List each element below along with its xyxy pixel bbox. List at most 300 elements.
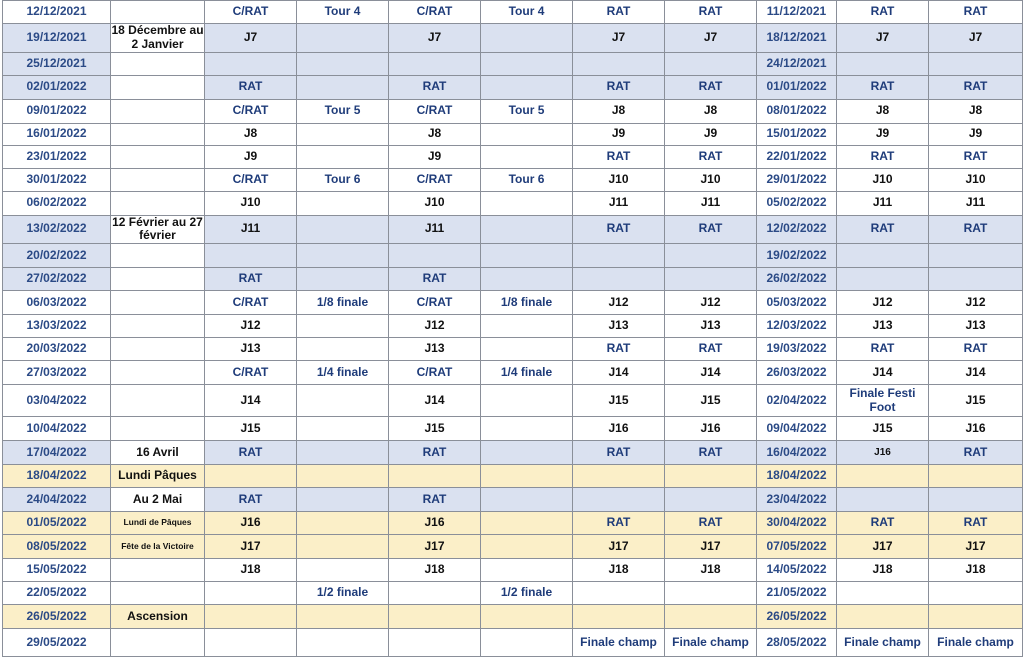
match-cell: J10 [929, 168, 1023, 191]
match-cell [837, 488, 929, 512]
alt-date-cell: 12/02/2022 [757, 215, 837, 244]
alt-date-cell: 11/12/2021 [757, 1, 837, 24]
match-cell [205, 465, 297, 488]
alt-date-cell: 30/04/2022 [757, 512, 837, 535]
date-cell: 09/01/2022 [3, 99, 111, 123]
holiday-cell [111, 99, 205, 123]
match-cell [297, 24, 389, 53]
alt-date-cell: 07/05/2022 [757, 535, 837, 559]
match-cell [297, 215, 389, 244]
alt-date-cell: 02/04/2022 [757, 385, 837, 417]
holiday-cell [111, 417, 205, 441]
match-cell [665, 268, 757, 291]
match-cell [665, 244, 757, 268]
holiday-cell: Fête de la Victoire [111, 535, 205, 559]
match-cell: J16 [665, 417, 757, 441]
match-cell [297, 123, 389, 145]
match-cell: C/RAT [389, 291, 481, 315]
match-cell [297, 244, 389, 268]
match-cell: J12 [205, 315, 297, 338]
match-cell: J14 [389, 385, 481, 417]
match-cell: 1/2 finale [297, 582, 389, 605]
holiday-cell: 18 Décembre au 2 Janvier [111, 23, 204, 51]
match-cell: C/RAT [205, 1, 297, 24]
match-cell [665, 465, 757, 488]
match-cell: J18 [573, 559, 665, 582]
match-cell [481, 465, 573, 488]
table-row [3, 582, 1023, 605]
match-cell [573, 52, 665, 75]
match-cell [481, 215, 573, 244]
match-cell [205, 52, 297, 75]
match-cell: J8 [929, 99, 1023, 123]
match-cell [481, 338, 573, 361]
holiday-cell [111, 244, 205, 268]
match-cell: J10 [665, 168, 757, 191]
match-cell: Finale champ [665, 629, 757, 657]
match-cell: J13 [205, 338, 297, 361]
match-cell: RAT [837, 145, 929, 168]
schedule-table [2, 0, 1023, 657]
match-cell [481, 559, 573, 582]
alt-date-cell: 23/04/2022 [757, 488, 837, 512]
holiday-cell: Lundi Pâques [111, 465, 205, 488]
date-cell: 12/12/2021 [3, 1, 111, 24]
match-cell [297, 75, 389, 99]
date-cell: 27/02/2022 [3, 268, 111, 291]
holiday-cell: Ascension [111, 605, 205, 629]
date-cell: 08/05/2022 [3, 535, 111, 559]
holiday-cell: Lundi de Pâques [111, 512, 205, 535]
match-cell [297, 488, 389, 512]
holiday-cell [111, 52, 205, 75]
match-cell: RAT [205, 488, 297, 512]
match-cell: RAT [929, 75, 1023, 99]
match-cell: J16 [929, 417, 1023, 441]
holiday-cell [111, 582, 205, 605]
alt-date-cell: 08/01/2022 [757, 99, 837, 123]
date-cell: 24/04/2022 [3, 488, 111, 512]
alt-date-cell: 15/01/2022 [757, 123, 837, 145]
match-cell [481, 488, 573, 512]
match-cell: J9 [929, 123, 1023, 145]
match-cell: RAT [929, 1, 1023, 24]
date-cell: 29/05/2022 [3, 629, 111, 657]
match-cell: Tour 5 [297, 99, 389, 123]
match-cell: RAT [665, 441, 757, 465]
match-cell: J8 [205, 123, 297, 145]
match-cell: 1/4 finale [297, 361, 389, 385]
date-cell: 17/04/2022 [3, 441, 111, 465]
match-cell: J13 [573, 315, 665, 338]
match-cell: RAT [665, 1, 757, 24]
holiday-cell [111, 385, 205, 417]
match-cell [665, 52, 757, 75]
match-cell [837, 268, 929, 291]
match-cell: J18 [665, 559, 757, 582]
alt-date-cell: 16/04/2022 [757, 441, 837, 465]
match-cell: RAT [665, 145, 757, 168]
match-cell [481, 385, 573, 417]
match-cell [481, 535, 573, 559]
match-cell [481, 268, 573, 291]
match-cell: J14 [573, 361, 665, 385]
table-row [3, 244, 1023, 268]
match-cell: Finale champ [573, 629, 665, 657]
match-cell [481, 629, 573, 657]
table-row [3, 75, 1023, 99]
match-cell [481, 441, 573, 465]
match-cell: RAT [389, 75, 481, 99]
match-cell [573, 582, 665, 605]
match-cell: J12 [665, 291, 757, 315]
match-cell: RAT [573, 75, 665, 99]
match-cell: J8 [837, 99, 929, 123]
match-cell [297, 605, 389, 629]
match-cell [665, 605, 757, 629]
match-cell: J11 [929, 191, 1023, 215]
date-cell: 26/05/2022 [3, 605, 111, 629]
match-cell [297, 417, 389, 441]
holiday-cell: 16 Avril [111, 441, 205, 465]
match-cell: RAT [573, 512, 665, 535]
match-cell: RAT [573, 338, 665, 361]
holiday-cell [111, 338, 205, 361]
alt-date-cell: 29/01/2022 [757, 168, 837, 191]
date-cell: 13/02/2022 [3, 215, 111, 244]
match-cell: J7 [665, 24, 757, 53]
match-cell: RAT [837, 75, 929, 99]
alt-date-cell: 05/03/2022 [757, 291, 837, 315]
table-row [3, 145, 1023, 168]
match-cell: J14 [929, 361, 1023, 385]
match-cell: RAT [389, 441, 481, 465]
match-cell [481, 512, 573, 535]
match-cell [929, 52, 1023, 75]
match-cell: RAT [573, 1, 665, 24]
alt-date-cell: 24/12/2021 [757, 52, 837, 75]
match-cell [389, 244, 481, 268]
match-cell: RAT [389, 268, 481, 291]
match-cell: J12 [389, 315, 481, 338]
table-row [3, 24, 1023, 53]
table-row [3, 291, 1023, 315]
match-cell: C/RAT [389, 361, 481, 385]
match-cell [929, 582, 1023, 605]
match-cell [573, 465, 665, 488]
match-cell: J11 [389, 215, 481, 244]
match-cell: J9 [837, 123, 929, 145]
match-cell [481, 24, 573, 53]
match-cell: RAT [665, 512, 757, 535]
match-cell: J8 [665, 99, 757, 123]
match-cell [205, 605, 297, 629]
match-cell: J12 [837, 291, 929, 315]
match-cell [929, 488, 1023, 512]
match-cell [297, 559, 389, 582]
match-cell [929, 244, 1023, 268]
match-cell: J16 [837, 441, 929, 465]
match-cell: J13 [929, 315, 1023, 338]
match-cell: J14 [665, 361, 757, 385]
match-cell: J15 [573, 385, 665, 417]
alt-date-cell: 26/02/2022 [757, 268, 837, 291]
match-cell: J12 [573, 291, 665, 315]
alt-date-cell: 22/01/2022 [757, 145, 837, 168]
match-cell: RAT [205, 75, 297, 99]
date-cell: 02/01/2022 [3, 75, 111, 99]
match-cell [297, 629, 389, 657]
date-cell: 25/12/2021 [3, 52, 111, 75]
match-cell: J10 [205, 191, 297, 215]
match-cell: Finale Festi Foot [837, 385, 929, 417]
match-cell: J7 [929, 24, 1023, 53]
match-cell: J13 [837, 315, 929, 338]
match-cell: J15 [837, 417, 929, 441]
match-cell [297, 338, 389, 361]
match-cell: RAT [837, 215, 929, 244]
match-cell: J16 [389, 512, 481, 535]
holiday-cell [111, 291, 205, 315]
match-cell: J7 [389, 24, 481, 53]
match-cell: J7 [205, 24, 297, 53]
match-cell [389, 465, 481, 488]
match-cell [837, 52, 929, 75]
match-cell: RAT [573, 145, 665, 168]
holiday-cell [111, 191, 205, 215]
table-row [3, 559, 1023, 582]
match-cell: Finale champ [929, 629, 1023, 657]
match-cell: J8 [389, 123, 481, 145]
match-cell: J9 [665, 123, 757, 145]
match-cell: RAT [837, 1, 929, 24]
match-cell [389, 582, 481, 605]
match-cell: C/RAT [205, 99, 297, 123]
holiday-cell [111, 75, 205, 99]
match-cell: J11 [837, 191, 929, 215]
match-cell: J7 [573, 24, 665, 53]
match-cell: J13 [665, 315, 757, 338]
match-cell: J17 [389, 535, 481, 559]
match-cell: J10 [573, 168, 665, 191]
alt-date-cell: 28/05/2022 [757, 629, 837, 657]
match-cell: Finale champ [837, 629, 929, 657]
match-cell [837, 605, 929, 629]
holiday-cell [111, 559, 205, 582]
match-cell: RAT [929, 441, 1023, 465]
date-cell: 01/05/2022 [3, 512, 111, 535]
match-cell [389, 629, 481, 657]
match-cell [297, 191, 389, 215]
table-row [3, 361, 1023, 385]
match-cell [929, 465, 1023, 488]
holiday-cell [111, 315, 205, 338]
match-cell: J16 [205, 512, 297, 535]
date-cell: 20/03/2022 [3, 338, 111, 361]
match-cell [573, 268, 665, 291]
match-cell [481, 244, 573, 268]
table-row [3, 99, 1023, 123]
match-cell: J14 [837, 361, 929, 385]
match-cell: Tour 4 [297, 1, 389, 24]
match-cell: RAT [573, 441, 665, 465]
date-cell: 22/05/2022 [3, 582, 111, 605]
date-cell: 27/03/2022 [3, 361, 111, 385]
match-cell: J7 [837, 24, 929, 53]
table-row [3, 338, 1023, 361]
match-cell [297, 441, 389, 465]
match-cell: RAT [929, 145, 1023, 168]
table-row [3, 215, 1023, 244]
match-cell: J9 [205, 145, 297, 168]
match-cell [665, 488, 757, 512]
match-cell: C/RAT [205, 291, 297, 315]
match-cell: 1/8 finale [481, 291, 573, 315]
match-cell [297, 535, 389, 559]
table-row [3, 417, 1023, 441]
match-cell [481, 605, 573, 629]
match-cell: J18 [929, 559, 1023, 582]
match-cell [837, 465, 929, 488]
table-row [3, 535, 1023, 559]
match-cell [297, 145, 389, 168]
match-cell: RAT [665, 338, 757, 361]
match-cell: J18 [837, 559, 929, 582]
match-cell: RAT [929, 338, 1023, 361]
match-cell: C/RAT [205, 361, 297, 385]
table-row [3, 315, 1023, 338]
match-cell: RAT [929, 512, 1023, 535]
match-cell [297, 268, 389, 291]
match-cell [481, 123, 573, 145]
alt-date-cell: 05/02/2022 [757, 191, 837, 215]
match-cell: RAT [205, 441, 297, 465]
match-cell [481, 52, 573, 75]
match-cell: J11 [665, 191, 757, 215]
match-cell: J17 [929, 535, 1023, 559]
match-cell: Tour 5 [481, 99, 573, 123]
match-cell [665, 582, 757, 605]
alt-date-cell: 19/03/2022 [757, 338, 837, 361]
match-cell: J18 [389, 559, 481, 582]
table-row [3, 52, 1023, 75]
table-row [3, 441, 1023, 465]
match-cell: RAT [665, 75, 757, 99]
match-cell [297, 385, 389, 417]
match-cell: J15 [205, 417, 297, 441]
alt-date-cell: 26/05/2022 [757, 605, 837, 629]
match-cell: J15 [389, 417, 481, 441]
match-cell [205, 244, 297, 268]
alt-date-cell: 18/12/2021 [757, 24, 837, 53]
date-cell: 30/01/2022 [3, 168, 111, 191]
table-row [3, 512, 1023, 535]
match-cell [837, 244, 929, 268]
match-cell [573, 488, 665, 512]
match-cell: J15 [665, 385, 757, 417]
table-row [3, 268, 1023, 291]
match-cell: Tour 4 [481, 1, 573, 24]
match-cell [837, 582, 929, 605]
match-cell: J16 [573, 417, 665, 441]
holiday-cell [111, 629, 205, 657]
match-cell: RAT [837, 338, 929, 361]
match-cell: J17 [837, 535, 929, 559]
table-row [3, 168, 1023, 191]
match-cell [481, 145, 573, 168]
match-cell [205, 629, 297, 657]
match-cell: J17 [665, 535, 757, 559]
match-cell: J17 [205, 535, 297, 559]
alt-date-cell: 12/03/2022 [757, 315, 837, 338]
holiday-cell [111, 123, 205, 145]
match-cell [929, 605, 1023, 629]
match-cell: RAT [929, 215, 1023, 244]
match-cell: 1/8 finale [297, 291, 389, 315]
date-cell: 18/04/2022 [3, 465, 111, 488]
table-row [3, 123, 1023, 145]
match-cell [481, 75, 573, 99]
match-cell [389, 52, 481, 75]
table-row [3, 488, 1023, 512]
match-cell: J15 [929, 385, 1023, 417]
date-cell: 23/01/2022 [3, 145, 111, 168]
holiday-cell [111, 168, 205, 191]
date-cell: 03/04/2022 [3, 385, 111, 417]
date-cell: 19/12/2021 [3, 24, 111, 53]
match-cell: 1/2 finale [481, 582, 573, 605]
match-cell [297, 465, 389, 488]
match-cell: RAT [665, 215, 757, 244]
date-cell: 06/02/2022 [3, 191, 111, 215]
match-cell: J11 [205, 215, 297, 244]
date-cell: 16/01/2022 [3, 123, 111, 145]
match-cell: Tour 6 [297, 168, 389, 191]
match-cell: J10 [837, 168, 929, 191]
match-cell [929, 268, 1023, 291]
match-cell: J17 [573, 535, 665, 559]
match-cell [573, 605, 665, 629]
alt-date-cell: 09/04/2022 [757, 417, 837, 441]
match-cell: C/RAT [205, 168, 297, 191]
match-cell: Tour 6 [481, 168, 573, 191]
alt-date-cell: 18/04/2022 [757, 465, 837, 488]
match-cell [205, 582, 297, 605]
match-cell: J18 [205, 559, 297, 582]
alt-date-cell: 01/01/2022 [757, 75, 837, 99]
match-cell: J9 [389, 145, 481, 168]
date-cell: 13/03/2022 [3, 315, 111, 338]
table-row [3, 629, 1023, 657]
holiday-cell: 12 Février au 27 février [112, 215, 203, 243]
match-cell: J8 [573, 99, 665, 123]
table-row [3, 465, 1023, 488]
holiday-cell [111, 145, 205, 168]
holiday-cell [111, 1, 205, 24]
match-cell [389, 605, 481, 629]
match-cell [481, 191, 573, 215]
table-row [3, 385, 1023, 417]
match-cell: J13 [389, 338, 481, 361]
match-cell: C/RAT [389, 99, 481, 123]
match-cell: RAT [837, 512, 929, 535]
date-cell: 06/03/2022 [3, 291, 111, 315]
match-cell: 1/4 finale [481, 361, 573, 385]
holiday-cell [111, 268, 205, 291]
table-row [3, 1, 1023, 24]
match-cell: C/RAT [389, 168, 481, 191]
match-cell: J9 [573, 123, 665, 145]
